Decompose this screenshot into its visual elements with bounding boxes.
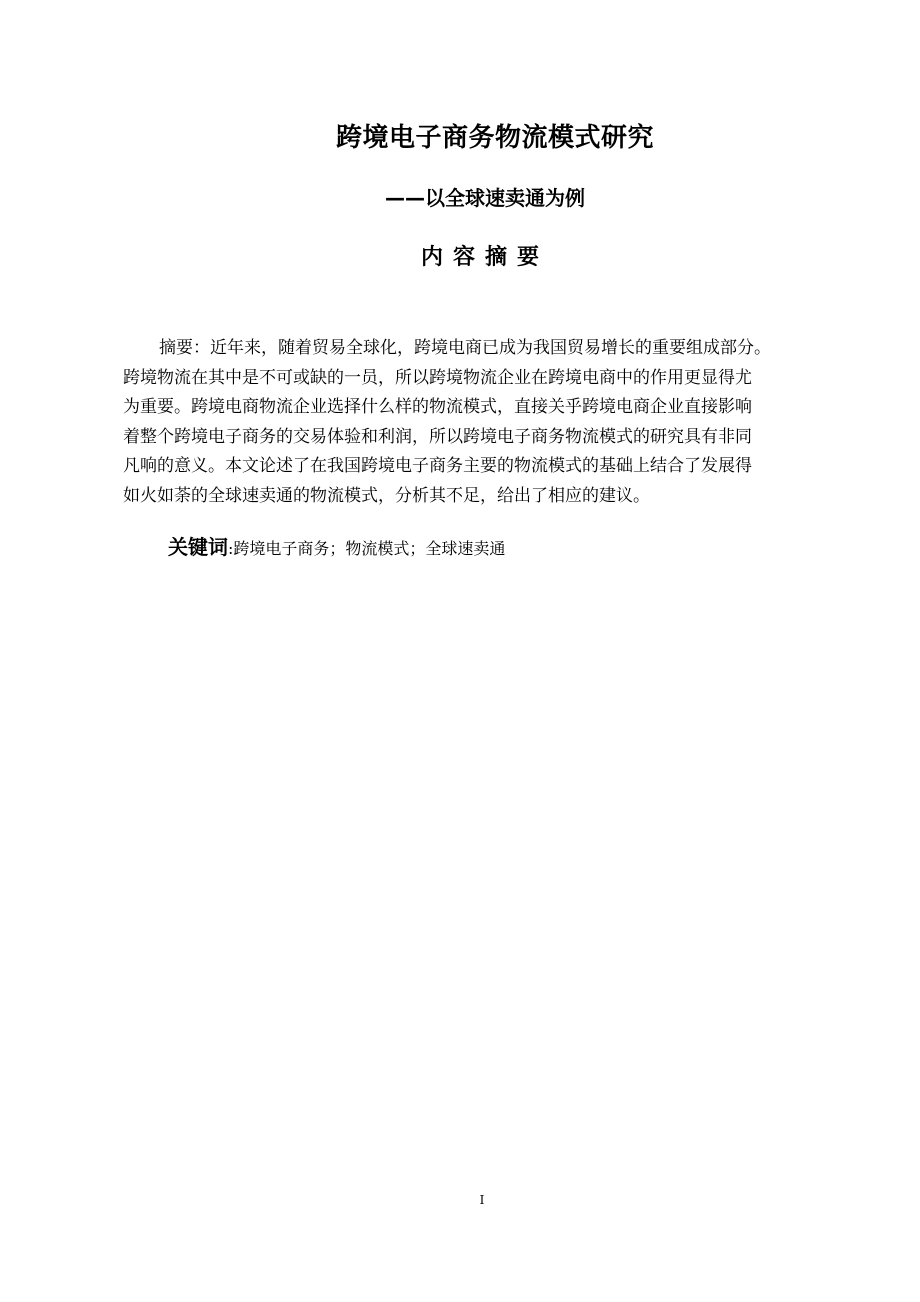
abstract-line: 摘要：近年来，随着贸易全球化，跨境电商已成为我国贸易增长的重要组成部分。 bbox=[159, 338, 771, 358]
abstract-line: 凡响的意义。本文论述了在我国跨境电子商务主要的物流模式的基础上结合了发展得 bbox=[123, 456, 752, 476]
abstract-heading: 内容摘要 bbox=[420, 245, 549, 270]
keywords-label: 关键词 bbox=[168, 535, 228, 559]
abstract-line: 着整个跨境电子商务的交易体验和利润，所以跨境电子商务物流模式的研究具有非同 bbox=[123, 426, 752, 447]
page-number: I bbox=[479, 1193, 485, 1207]
abstract-line: 跨境物流在其中是不可或缺的一员，所以跨境物流企业在跨境电商中的作用更显得尤 bbox=[123, 367, 752, 388]
keywords-text: 跨境电子商务；物流模式；全球速卖通 bbox=[233, 539, 506, 558]
paper-subtitle: ——以全球速卖通为例 bbox=[385, 186, 585, 210]
paper-title: 跨境电子商务物流模式研究 bbox=[335, 123, 654, 153]
abstract-line: 如火如荼的全球速卖通的物流模式，分析其不足，给出了相应的建议。 bbox=[123, 485, 650, 506]
abstract-body bbox=[123, 334, 843, 511]
keywords-colon: : bbox=[228, 539, 234, 558]
keywords-line bbox=[168, 531, 848, 565]
abstract-line: 为重要。跨境电商物流企业选择什么样的物流模式，直接关乎跨境电商企业直接影响 bbox=[123, 397, 752, 417]
